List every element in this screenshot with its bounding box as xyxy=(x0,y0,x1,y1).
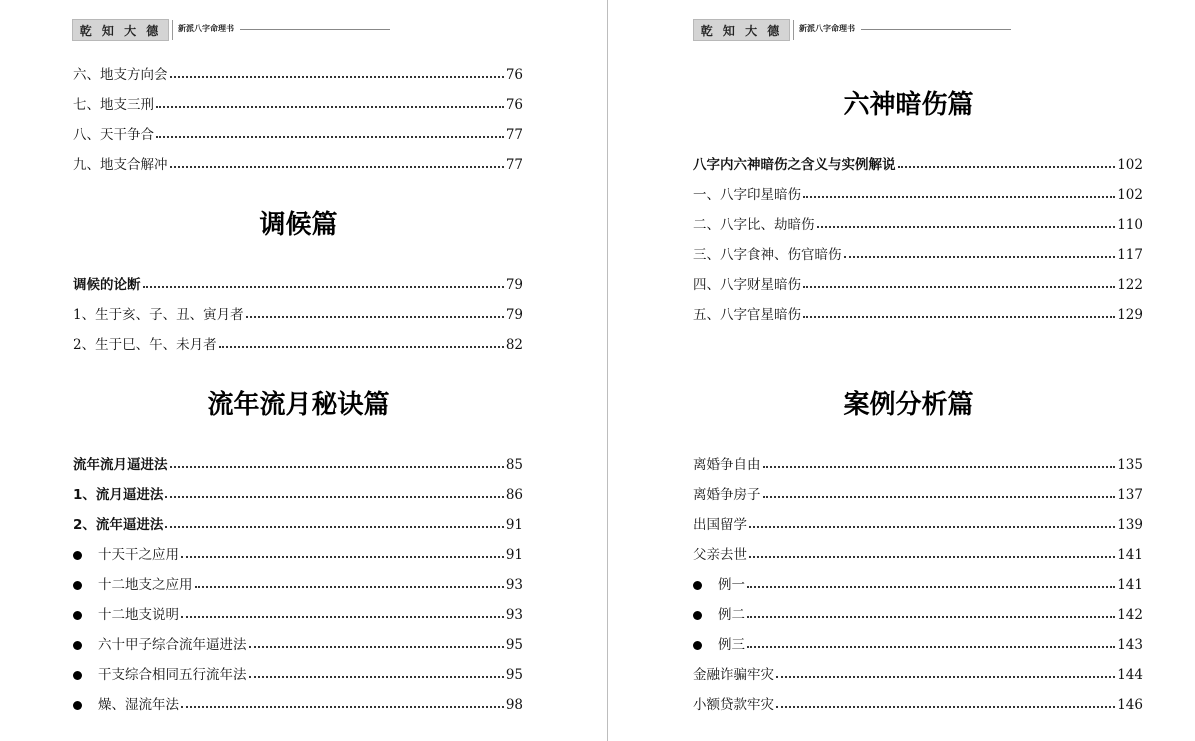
toc-page-number: 102 xyxy=(1117,187,1143,203)
toc-leader-dots xyxy=(749,556,1115,558)
toc-leader-dots xyxy=(776,706,1115,708)
toc-page-number: 141 xyxy=(1117,547,1143,563)
toc-leader-dots xyxy=(170,76,504,78)
toc-leader-dots xyxy=(763,496,1116,498)
bullet-icon xyxy=(693,581,702,590)
toc-leader-dots xyxy=(195,586,504,588)
section-title-liunian: 流年流月秘诀篇 xyxy=(207,390,390,420)
toc-entry xyxy=(73,605,523,625)
toc-leader-dots xyxy=(844,256,1116,258)
toc-entry-title: 例一 xyxy=(718,577,745,593)
toc-leader-dots xyxy=(246,316,504,318)
toc-page-number: 76 xyxy=(505,67,523,83)
toc-page-number: 79 xyxy=(505,277,523,293)
right-page xyxy=(610,0,1195,741)
toc-page-number: 86 xyxy=(505,487,523,503)
toc-entry xyxy=(693,455,1143,475)
toc-entry-title: 出国留学 xyxy=(693,517,747,533)
toc-leader-dots xyxy=(776,676,1115,678)
toc-entry-title: 例三 xyxy=(718,637,745,653)
toc-page-number: 143 xyxy=(1117,637,1143,653)
toc-leader-dots xyxy=(249,646,504,648)
toc-page-number: 95 xyxy=(505,637,523,653)
toc-leader-dots xyxy=(747,646,1115,648)
bullet-icon xyxy=(693,611,702,620)
toc-entry-title: 1、生于亥、子、丑、寅月者 xyxy=(73,307,244,323)
toc-leader-dots xyxy=(747,616,1115,618)
toc-entry xyxy=(73,635,523,655)
toc-entry-title: 2、生于巳、午、未月者 xyxy=(73,337,217,353)
section-title-anli: 案例分析篇 xyxy=(843,390,974,420)
toc-page-number: 129 xyxy=(1117,307,1143,323)
toc-leader-dots xyxy=(249,676,504,678)
toc-entry xyxy=(693,575,1143,595)
toc-leader-dots xyxy=(803,286,1115,288)
header-separator xyxy=(172,20,173,40)
section-title-tiaohou: 调候篇 xyxy=(259,210,338,240)
header-brand: 乾 知 大 德 xyxy=(72,19,169,41)
header-brand: 乾 知 大 德 xyxy=(693,19,790,41)
toc-entry-title: 父亲去世 xyxy=(693,547,747,563)
toc-entry xyxy=(73,575,523,595)
toc-page-number: 141 xyxy=(1117,577,1143,593)
bullet-icon xyxy=(73,611,82,620)
toc-page-number: 82 xyxy=(505,337,523,353)
toc-leader-dots xyxy=(165,526,503,528)
toc-entry xyxy=(73,335,523,355)
toc-leader-dots xyxy=(165,496,503,498)
toc-page-number: 122 xyxy=(1117,277,1143,293)
section-title-liushen: 六神暗伤篇 xyxy=(843,90,974,120)
toc-entry xyxy=(73,305,523,325)
toc-entry xyxy=(73,665,523,685)
toc-page-number: 135 xyxy=(1117,457,1143,473)
toc-entry-title: 金融诈骗牢灾 xyxy=(693,667,774,683)
toc-leader-dots xyxy=(143,286,504,288)
toc-page-number: 110 xyxy=(1117,217,1143,233)
page-gutter-divider xyxy=(607,0,608,741)
toc-page-number: 98 xyxy=(505,697,523,713)
toc-entry xyxy=(693,155,1143,175)
toc-entry xyxy=(693,545,1143,565)
toc-entry xyxy=(693,665,1143,685)
header-subtitle: 新派八字命理书 xyxy=(178,24,234,33)
toc-entry xyxy=(73,455,523,475)
toc-entry xyxy=(693,245,1143,265)
toc-entry-title: 六、地支方向会 xyxy=(73,67,168,83)
bullet-icon xyxy=(693,641,702,650)
toc-entry-title: 七、地支三刑 xyxy=(73,97,154,113)
toc-entry xyxy=(73,515,523,535)
toc-page-number: 102 xyxy=(1117,157,1143,173)
toc-entry-title: 流年流月逼进法 xyxy=(73,457,168,473)
toc-leader-dots xyxy=(747,586,1115,588)
toc-entry xyxy=(693,635,1143,655)
header-rule xyxy=(240,29,390,30)
toc-entry-title: 离婚争自由 xyxy=(693,457,761,473)
toc-entry-title: 1、流月逼进法 xyxy=(73,487,164,503)
toc-page-number: 144 xyxy=(1117,667,1143,683)
toc-entry xyxy=(73,155,523,175)
toc-leader-dots xyxy=(156,106,504,108)
toc-entry xyxy=(693,485,1143,505)
toc-page-number: 117 xyxy=(1117,247,1143,263)
left-page xyxy=(0,0,597,741)
toc-leader-dots xyxy=(898,166,1116,168)
toc-leader-dots xyxy=(219,346,504,348)
toc-entry xyxy=(693,215,1143,235)
toc-page-number: 93 xyxy=(505,607,523,623)
toc-entry-title: 调候的论断 xyxy=(73,277,141,293)
toc-leader-dots xyxy=(803,196,1115,198)
toc-entry-title: 九、地支合解冲 xyxy=(73,157,168,173)
toc-entry-title: 离婚争房子 xyxy=(693,487,761,503)
bullet-icon xyxy=(73,581,82,590)
toc-entry xyxy=(73,545,523,565)
toc-leader-dots xyxy=(170,166,504,168)
toc-leader-dots xyxy=(181,706,504,708)
toc-entry-title: 一、八字印星暗伤 xyxy=(693,187,801,203)
toc-leader-dots xyxy=(817,226,1116,228)
toc-entry-title: 小额贷款牢灾 xyxy=(693,697,774,713)
header-rule xyxy=(861,29,1011,30)
toc-entry xyxy=(73,95,523,115)
bullet-icon xyxy=(73,671,82,680)
toc-page-number: 137 xyxy=(1117,487,1143,503)
toc-page-number: 77 xyxy=(505,127,523,143)
header-subtitle: 新派八字命理书 xyxy=(799,24,855,33)
toc-page-number: 91 xyxy=(505,517,523,533)
toc-entry-title: 十天干之应用 xyxy=(98,547,179,563)
toc-entry-title: 四、八字财星暗伤 xyxy=(693,277,801,293)
toc-entry-title: 二、八字比、劫暗伤 xyxy=(693,217,815,233)
toc-entry xyxy=(73,485,523,505)
bullet-icon xyxy=(73,701,82,710)
toc-entry xyxy=(693,305,1143,325)
toc-page-number: 146 xyxy=(1117,697,1143,713)
toc-leader-dots xyxy=(156,136,504,138)
toc-entry-title: 五、八字官星暗伤 xyxy=(693,307,801,323)
toc-entry-title: 三、八字食神、伤官暗伤 xyxy=(693,247,842,263)
bullet-icon xyxy=(73,551,82,560)
toc-entry-title: 燥、湿流年法 xyxy=(98,697,179,713)
toc-entry xyxy=(73,275,523,295)
toc-page-number: 79 xyxy=(505,307,523,323)
bullet-icon xyxy=(73,641,82,650)
toc-entry xyxy=(73,125,523,145)
toc-entry xyxy=(693,275,1143,295)
toc-entry-title: 八字内六神暗伤之含义与实例解说 xyxy=(693,157,896,173)
toc-entry-title: 六十甲子综合流年逼进法 xyxy=(98,637,247,653)
toc-leader-dots xyxy=(181,556,504,558)
toc-entry-title: 八、天干争合 xyxy=(73,127,154,143)
toc-leader-dots xyxy=(749,526,1115,528)
toc-entry xyxy=(693,605,1143,625)
toc-leader-dots xyxy=(803,316,1115,318)
toc-entry-title: 2、流年逼进法 xyxy=(73,517,164,533)
toc-entry xyxy=(73,65,523,85)
toc-entry xyxy=(73,695,523,715)
toc-page-number: 76 xyxy=(505,97,523,113)
toc-leader-dots xyxy=(181,616,504,618)
toc-page-number: 77 xyxy=(505,157,523,173)
toc-page-number: 85 xyxy=(505,457,523,473)
toc-page-number: 142 xyxy=(1117,607,1143,623)
toc-leader-dots xyxy=(170,466,504,468)
toc-page-number: 139 xyxy=(1117,517,1143,533)
toc-entry-title: 干支综合相同五行流年法 xyxy=(98,667,247,683)
toc-page-number: 91 xyxy=(505,547,523,563)
toc-entry xyxy=(693,695,1143,715)
toc-entry xyxy=(693,515,1143,535)
toc-entry xyxy=(693,185,1143,205)
toc-entry-title: 十二地支说明 xyxy=(98,607,179,623)
toc-leader-dots xyxy=(763,466,1116,468)
toc-entry-title: 例二 xyxy=(718,607,745,623)
toc-entry-title: 十二地支之应用 xyxy=(98,577,193,593)
header-separator xyxy=(793,20,794,40)
toc-page-number: 95 xyxy=(505,667,523,683)
toc-page-number: 93 xyxy=(505,577,523,593)
